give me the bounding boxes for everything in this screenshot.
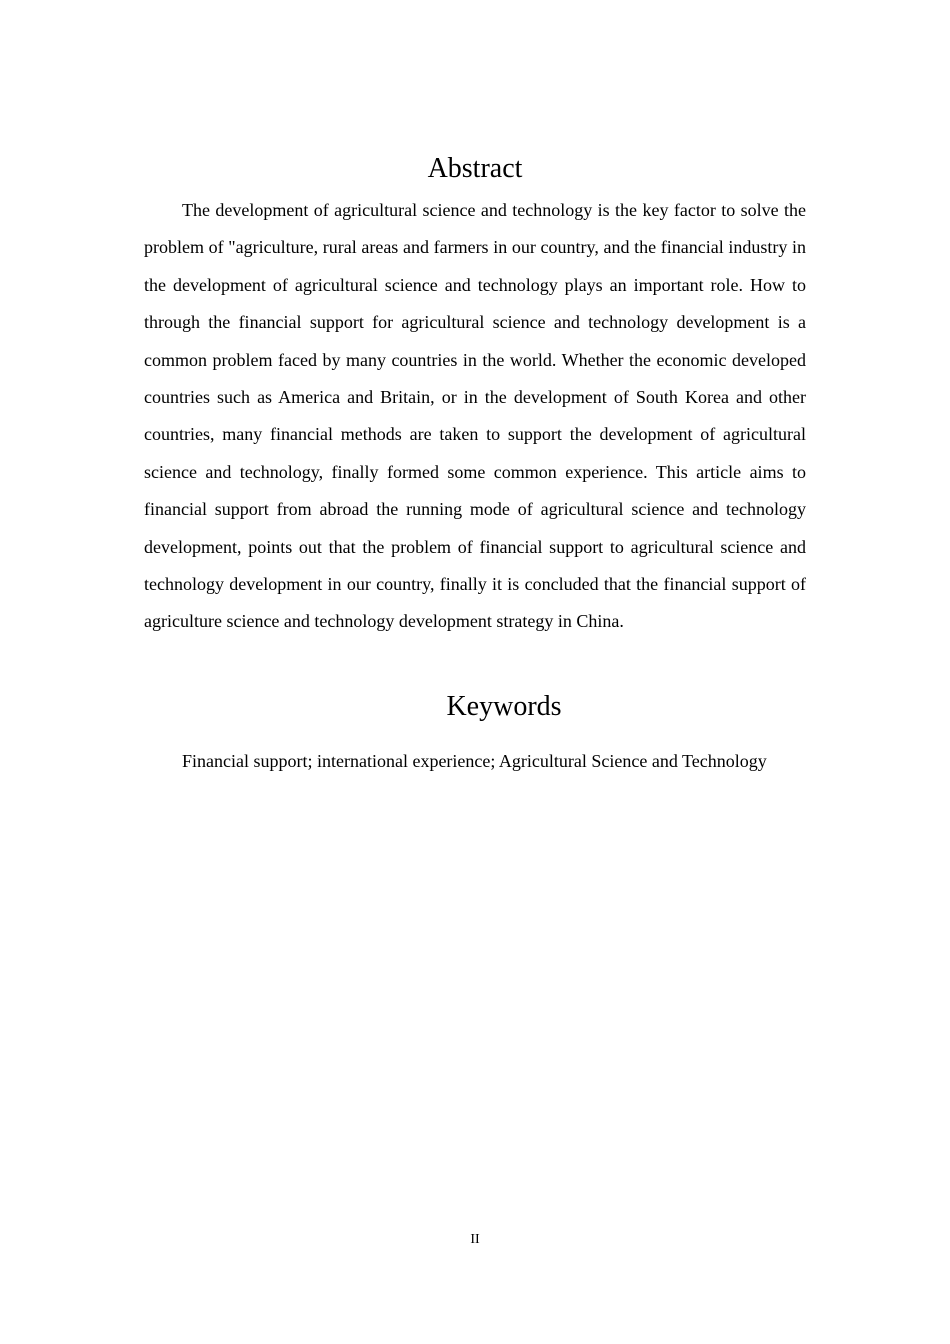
abstract-paragraph: The development of agricultural science and technology is the key factor to solve the problem of "agriculture, rural areas and farmers in our country, and the financial industry in the development of agricultural science and technology plays an important role. How to through the financial support for agricultural science and technology development is a common problem faced by many countries in the world. Whether the economic developed countries such as America and Britain, or in the development of South Korea and other countries, many financial methods are taken to support the development of agricultural science and technology, finally formed some common experience. This article aims to financial support from abroad the running mode of agricultural science and technology development, points out that the problem of financial support to agricultural science and technology development in our country, finally it is concluded that the financial support of agriculture science and technology development strategy in China. (144, 200, 806, 632)
page-number: II (470, 1232, 480, 1247)
keywords-heading: Keywords (446, 691, 562, 722)
keywords-paragraph: Financial support; international experience; Agricultural Science and Technology (182, 751, 767, 771)
abstract-heading: Abstract (427, 153, 523, 184)
